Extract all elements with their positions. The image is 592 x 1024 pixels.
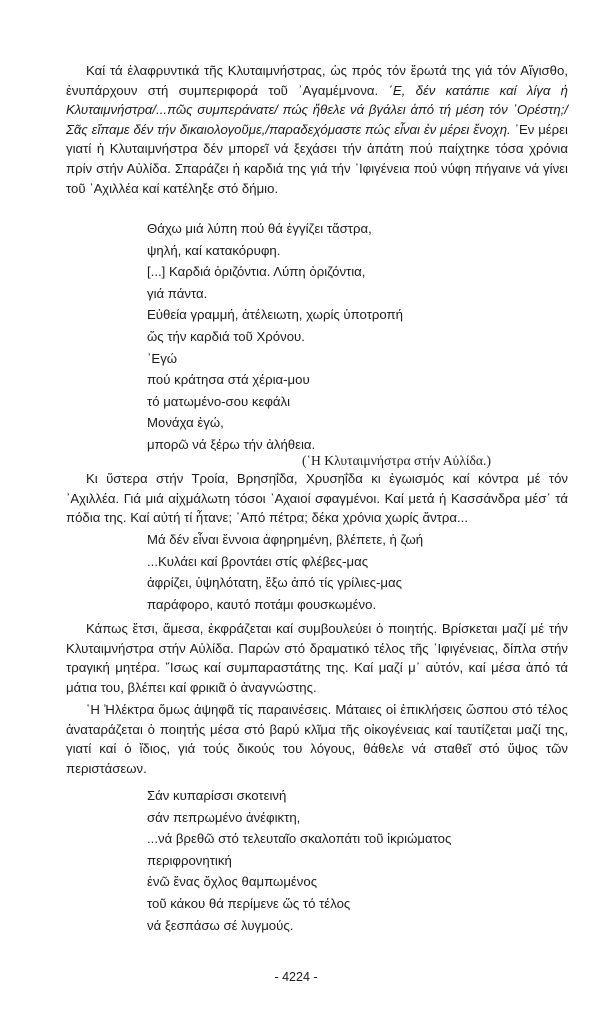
verse-line: μπορῶ νά ξέρω τήν ἀλήθεια. [147,436,316,452]
verse-line: παράφορο, καυτό ποτάμι φουσκωμένο. [147,596,377,612]
verse-block-electra [147,785,451,936]
verse-line: πού κράτησα στά χέρια-μου [147,372,310,388]
verse-line: ὥς τήν καρδιά τοῦ Χρόνου. [147,328,305,344]
verse-line: Σάν κυπαρίσσι σκοτεινή [147,788,287,803]
verse-line: ψηλή, καί κατακόρυφη. [147,242,281,258]
paragraph-troy: Κι ὕστερα στήν Τροία, Βρησηΐδα, Χρυσηΐδα κι ἐγωισμός καί κόντρα μέ τόν ᾿Αχιλλέα. Γιά μιά αἰχμάλωτη τόσοι ᾿Αχαιοί σφαγμένοι. Καί μετά ἡ Κασσάνδρα μέσ᾿ τά πόδια της. Καί αὐτή τί ἦτανε; ᾿Από πέτρα; δέκα χρόνια χωρίς ἄντρα... [66,471,568,526]
verse-line: τό ματωμένο-σου κεφάλι [147,393,291,409]
verse-line: ...νά βρεθῶ στό τελευταῖο σκαλοπάτι τοῦ ἰκριώματος [147,831,452,847]
verse-line: Μονάχα ἐγώ, [147,415,224,431]
verse-source-citation: (῾Η Κλυταιμνήστρα στήν Αὐλίδα.) [302,453,491,468]
verse-block-life [147,529,423,615]
verse-line: ἀφρίζει, ὑψηλότατη, ἔξω ἀπό τίς γρίλιες-μας [147,575,402,591]
paragraph-electra: ῾Η Ἠλέκτρα ὅμως ἀψηφᾶ τίς παραινέσεις. Μάταιες οἱ ἐπικλήσεις ὥσπου στό τέλος ἀναταράζεται ὁ ποιητής μέσα στό βαρύ κλῖμα τῆς οἰκογένειας καί ταυτίζεται μαζί της, γιατί καί ὁ ἴδιος, γιά τούς δικούς του λόγους, θάθελε νά σταθεῖ στό ὕψος τῶν περιστάσεων. [66,702,568,776]
verse-line: Εὐθεία γραμμή, ἀτέλειωτη, χωρίς ὑποτροπή [147,307,403,323]
page-number: - 4224 - [274,970,318,984]
verse-block-klytaimnestra [147,218,403,456]
verse-line: νά ξεσπάσω σέ λυγμούς. [147,917,294,933]
paragraph-intro-continuation: ᾿Εν μέρει γιατί ἡ Κλυταιμνήστρα δέν μπορεῖ νά ξεχάσει τήν ἀπάτη πού παίχτηκε τόσα χρόνια πρίν στήν Αὐλίδα. Σπαράζει ἡ καρδιά της γιά τήν ᾿Ιφιγένεια πού νύφη πήγαινε νά γίνει τοῦ ᾿Αχιλλέα καί κατέληξε στό δήμιο. [66,121,568,196]
verse-line: τοῦ κάκου θά περίμενε ὥς τό τέλος [147,895,351,911]
verse-line: Μά δέν εἶναι ἔννοια ἀφηρημένη, βλέπετε, ἡ ζωή [147,532,424,547]
paragraph-intro-text: Καί τά ἐλαφρυντικά τῆς Κλυταιμνήστρας, ὡς πρός τόν ἔρωτά της γιά τόν Αἴγισθο, ἐνυπάρχουν στή συμπεριφορά τοῦ ᾿Αγαμέμνονα. [66,63,568,98]
verse-line: Θάχω μιά λύπη πού θά ἐγγίζει τἄστρα, [147,221,372,236]
verse-line: περιφρονητική [147,852,232,868]
paragraph-poet: Κάπως ἔτσι, ἄμεσα, ἐκφράζεται καί συμβουλεύει ὁ ποιητής. Βρίσκεται μαζί μέ τήν Κλυταιμνήστρα στήν Αὐλίδα. Παρών στό δραματικό τέλος τῆς ᾿Ιφιγένειας, δίπλα στήν τραγική μητέρα. ῎Ισως καί συμπαραστάτης της. Καί μαζί μ᾿ αὐτόν, καί μέσα ἀπό τά μάτια του, βλέπει καί φρικιᾶ ὁ ἀναγνώστης. [66,621,568,695]
verse-line: σάν πεπρωμένο ἀνέφικτη, [147,809,301,825]
verse-line: ᾿Εγώ [147,350,178,366]
paragraph-intro [66,61,568,198]
verse-line: [...] Καρδιά ὀριζόντια. Λύπη ὀριζόντια, [147,264,366,280]
italic-quote: ΄Ε, δέν κατάπιε καί λίγα ἡ Κλυταιμνήστρα/...πῶς συμπεράνατε/ πώς ἤθελε νά βγάλει ἀπό τή μέση τόν ᾿Ορέστη;/Σᾶς εἴπαμε δέν τήν δικαιολογοῦμε,/παραδεχόμαστε πώς εἶναι ἐν μέρει ἔνοχη. [66,82,568,137]
verse-line: ἐνῶ ἕνας ὄχλος θαμπωμένος [147,874,318,890]
verse-line: ...Κυλάει καί βροντάει στίς φλέβες-μας [147,553,369,569]
verse-line: γιά πάντα. [147,285,208,301]
